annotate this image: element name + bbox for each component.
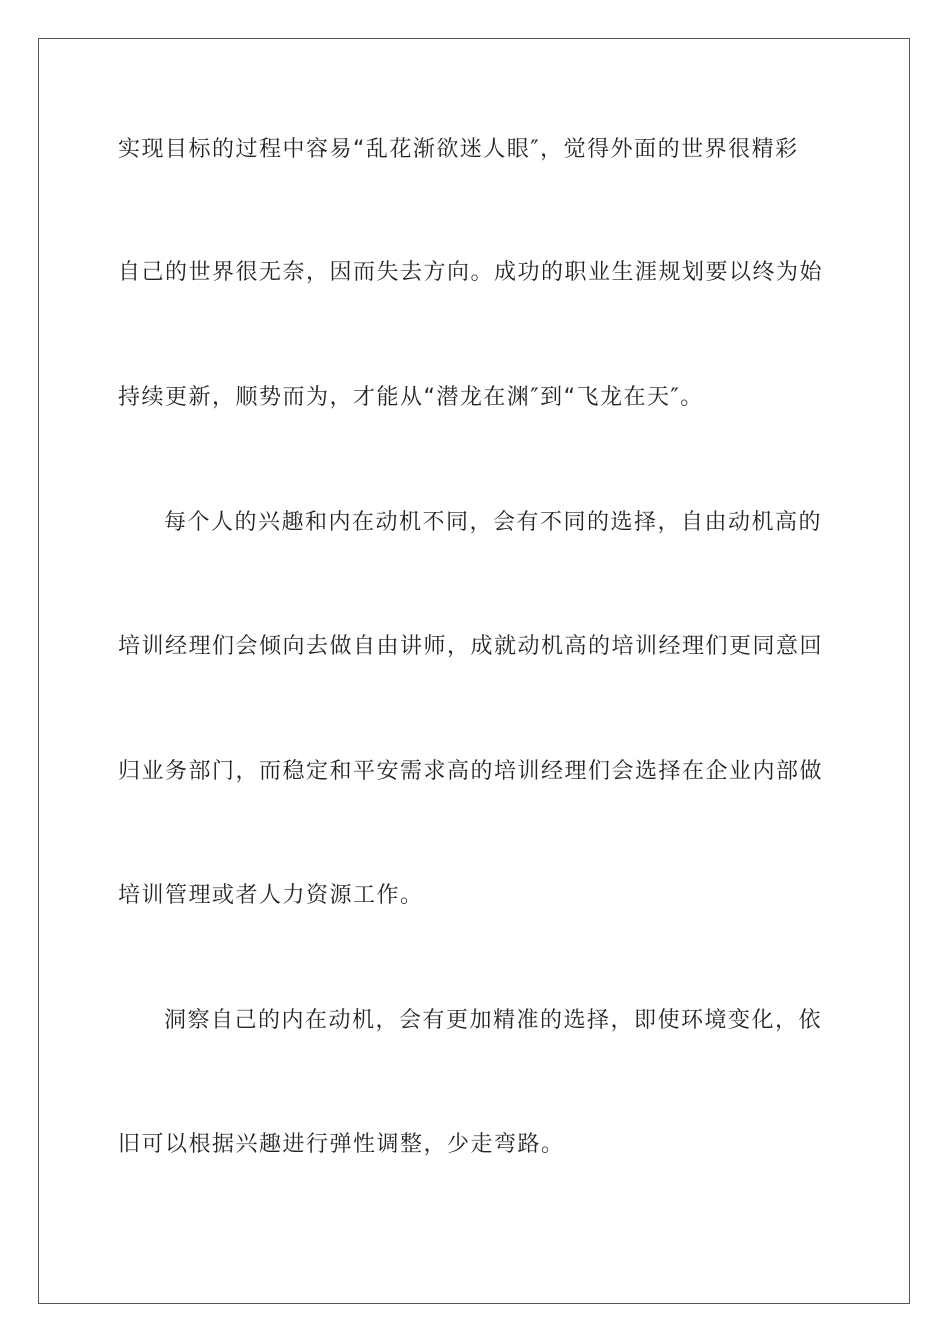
text-line-9: 旧可以根据兴趣进行弹性调整，少走弯路。 — [118, 1132, 565, 1157]
text-line-5: 培训经理们会倾向去做自由讲师，成就动机高的培训经理们更同意回 — [118, 634, 824, 659]
text-line-4: 每个人的兴趣和内在动机不同，会有不同的选择，自由动机高的 — [164, 510, 823, 535]
text-line-8: 洞察自己的内在动机，会有更加精准的选择，即使环境变化，依 — [164, 1008, 823, 1033]
text-line-7: 培训管理或者人力资源工作。 — [118, 883, 424, 908]
text-line-6: 归业务部门，而稳定和平安需求高的培训经理们会选择在企业内部做 — [118, 759, 824, 784]
text-line-1: 实现目标的过程中容易“乱花渐欲迷人眼″，觉得外面的世界很精彩 — [118, 137, 799, 162]
text-line-2: 自己的世界很无奈，因而失去方向。成功的职业生涯规划要以终为始 — [118, 260, 824, 285]
page-border — [38, 38, 910, 1304]
text-line-3: 持续更新，顺势而为，才能从“潜龙在渊″到“飞龙在天″。 — [118, 385, 704, 410]
